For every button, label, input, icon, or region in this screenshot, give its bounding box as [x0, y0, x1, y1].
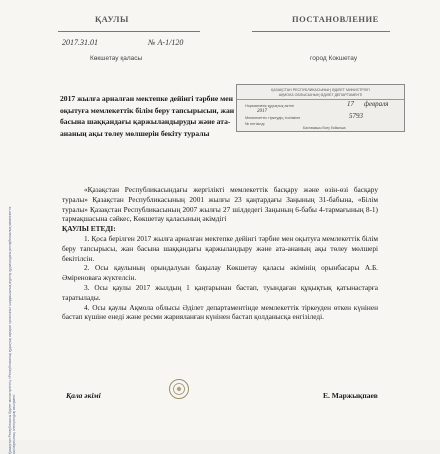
header-left-title: ҚАУЛЫ [95, 14, 129, 24]
paragraph-1: 1. Қоса берілген 2017 жылға арналған мектепке дейінгі тәрбие мен оқытуға мемлекеттік білім беру тапсырысы, жан басына шаққандағы қаржыландыру және ата-ананың ақы төлеу мөлшері бекітілсін. [62, 233, 378, 263]
document-body [62, 185, 378, 322]
paragraph-preamble: «Қазақстан Республикасындағы жергілікті мемлекеттік басқару және өзін-өзі басқару туралы» Қазақстан Республикасының 2001 жылғы 23 қаңтардағы Заңының 31-бабына, «Білім туралы» Қазақстан Республикасының 2007 жылғы 27 шілдедегі Заңының 6-бабы 4-тармағының 8-1) тармақшасына сәйкес, Көкшетау қаласының әкімдігі [62, 185, 378, 224]
stamp-line-2: АҚМОЛА ОБЛЫСЫНЫҢ ӘДІЛЕТ ДЕПАРТАМЕНТІ [237, 93, 404, 100]
signatory-name: Е. Маржықпаев [323, 391, 378, 400]
stamp-footer: Бастамашы болу бойынша [303, 126, 346, 130]
stamp-reg-month: февраля [364, 100, 389, 108]
stamp-reg-date: 17 [347, 100, 354, 108]
stamp-number-value: 5793 [349, 112, 363, 120]
handwritten-number: № А-1/120 [148, 38, 184, 47]
stamp-number-label: Мемлекеттік тіркеудің тізіліміне [245, 116, 301, 120]
city-right: город Кокшетау [310, 55, 358, 62]
handwritten-date: 2017.31.01 [62, 38, 98, 47]
stamp-reg-year: 2017 [257, 109, 267, 114]
stamp-reg-label: Нормативтік құқықтық актіні [245, 104, 294, 108]
signatory-title: Қала әкімі [66, 391, 101, 400]
state-emblem-icon [168, 378, 190, 400]
stamp-line-1: ҚАЗАҚСТАН РЕСПУБЛИКАСЫНЫҢ ӘДІЛЕТ МИНИСТРЛІГІ [271, 88, 370, 92]
stamp-entered-label: № енгізілді [245, 122, 265, 126]
document-title: 2017 жылға арналған мектепке дейінгі тәрбие мен оқытуға мемлекеттік білім беру тапсырысын, жан басына шаққандағы қаржыландыруды және ата-ананың ақы төлеу мөлшерін бекіту туралы [60, 94, 235, 138]
header-right-title: ПОСТАНОВЛЕНИЕ [292, 14, 379, 24]
paragraph-4: 4. Осы қаулы Ақмола облысы Әділет департаментінде мемлекеттік тіркеуден өткен күнінен бастап күшіне енеді және ресми жарияланған күнінен бастап қолданысқа енгізіледі. [62, 302, 378, 322]
paragraph-2: 2. Осы қаулының орындалуын бақылау Көкшетау қаласы әкімінің орынбасары А.Б. Әміреноваға жүктелсін. [62, 263, 378, 283]
decree-heading: ҚАУЛЫ ЕТЕДІ: [62, 224, 116, 234]
side-watermark-text: Қазақстан Республикасы Әділет министрлігінің «Республикалық құқықтық ақпарат орталығы» шаруашылық жүргізу құқығындағы республикалық мемлекеттік кәсіпорнының электрондық көшірмесі [8, 206, 17, 454]
header-left-rule [58, 31, 200, 32]
paragraph-3: 3. Осы қаулы 2017 жылдың 1 қаңтарынан бастап, туындаған құқықтық қатынастарға таратылады. [62, 282, 378, 302]
city-left: Көкшетау қаласы [90, 55, 143, 62]
registration-stamp [236, 84, 405, 132]
header-right-rule [252, 31, 390, 32]
